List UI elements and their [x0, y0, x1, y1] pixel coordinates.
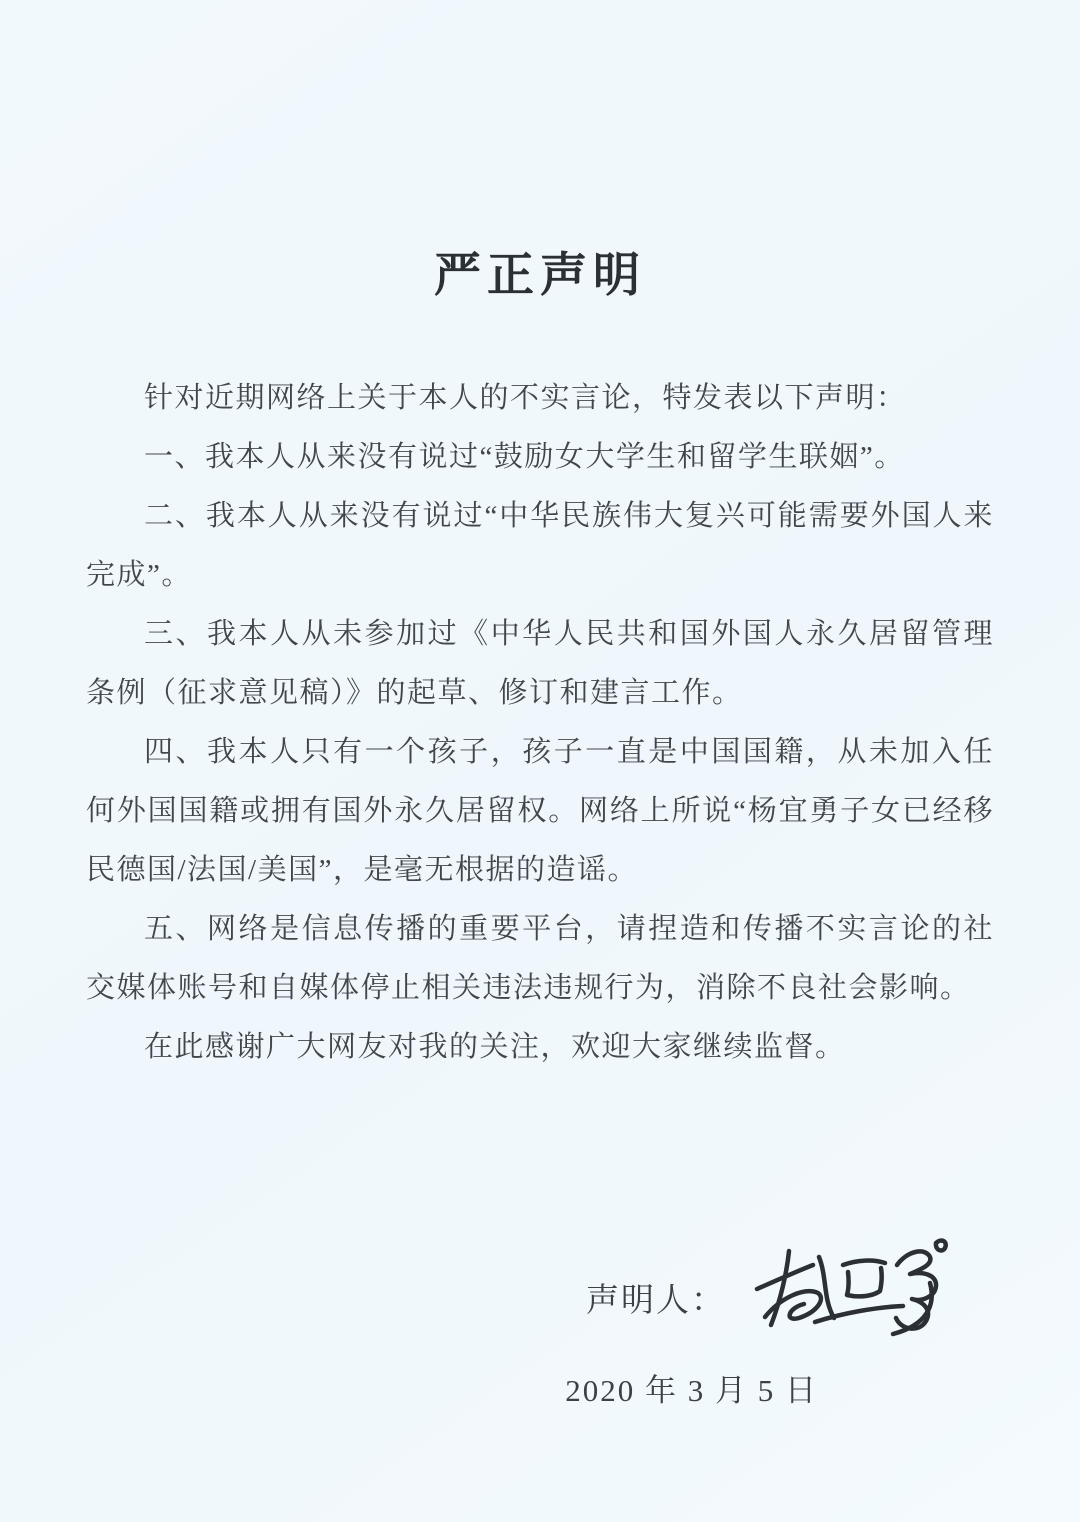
signature-row	[0, 1227, 1080, 1347]
handwritten-signature	[730, 1225, 962, 1345]
statement-intro-paragraph: 针对近期网络上关于本人的不实言论，特发表以下声明：	[144, 382, 907, 414]
statement-point-2-paragraph: 二、我本人从来没有说过“中华民族伟大复兴可能需要外国人来完成”。	[86, 500, 994, 591]
statement-point-1-paragraph: 一、我本人从来没有说过“鼓励女大学生和留学生联姻”。	[144, 441, 905, 473]
statement-point-4-paragraph: 四、我本人只有一个孩子，孩子一直是中国国籍，从未加入任何外国国籍或拥有国外永久居留权。网络上所说“杨宜勇子女已经移民德国/法国/美国”，是毫无根据的造谣。	[86, 736, 994, 886]
statement-title: 严正声明	[434, 248, 646, 301]
statement-date: 2020 年 3 月 5 日	[565, 1373, 818, 1408]
statement-closing-paragraph: 在此感谢广大网友对我的关注，欢迎大家继续监督。	[144, 1031, 846, 1063]
statement-point-5-paragraph: 五、网络是信息传播的重要平台，请捏造和传播不实言论的社交媒体账号和自媒体停止相关违法违规行为，消除不良社会影响。	[86, 913, 994, 1004]
statement-body	[0, 369, 1080, 1077]
statement-point-3-paragraph: 三、我本人从未参加过《中华人民共和国外国人永久居留管理条例（征求意见稿）》的起草、修订和建言工作。	[86, 618, 994, 709]
signatory-label: 声明人：	[586, 1282, 726, 1319]
